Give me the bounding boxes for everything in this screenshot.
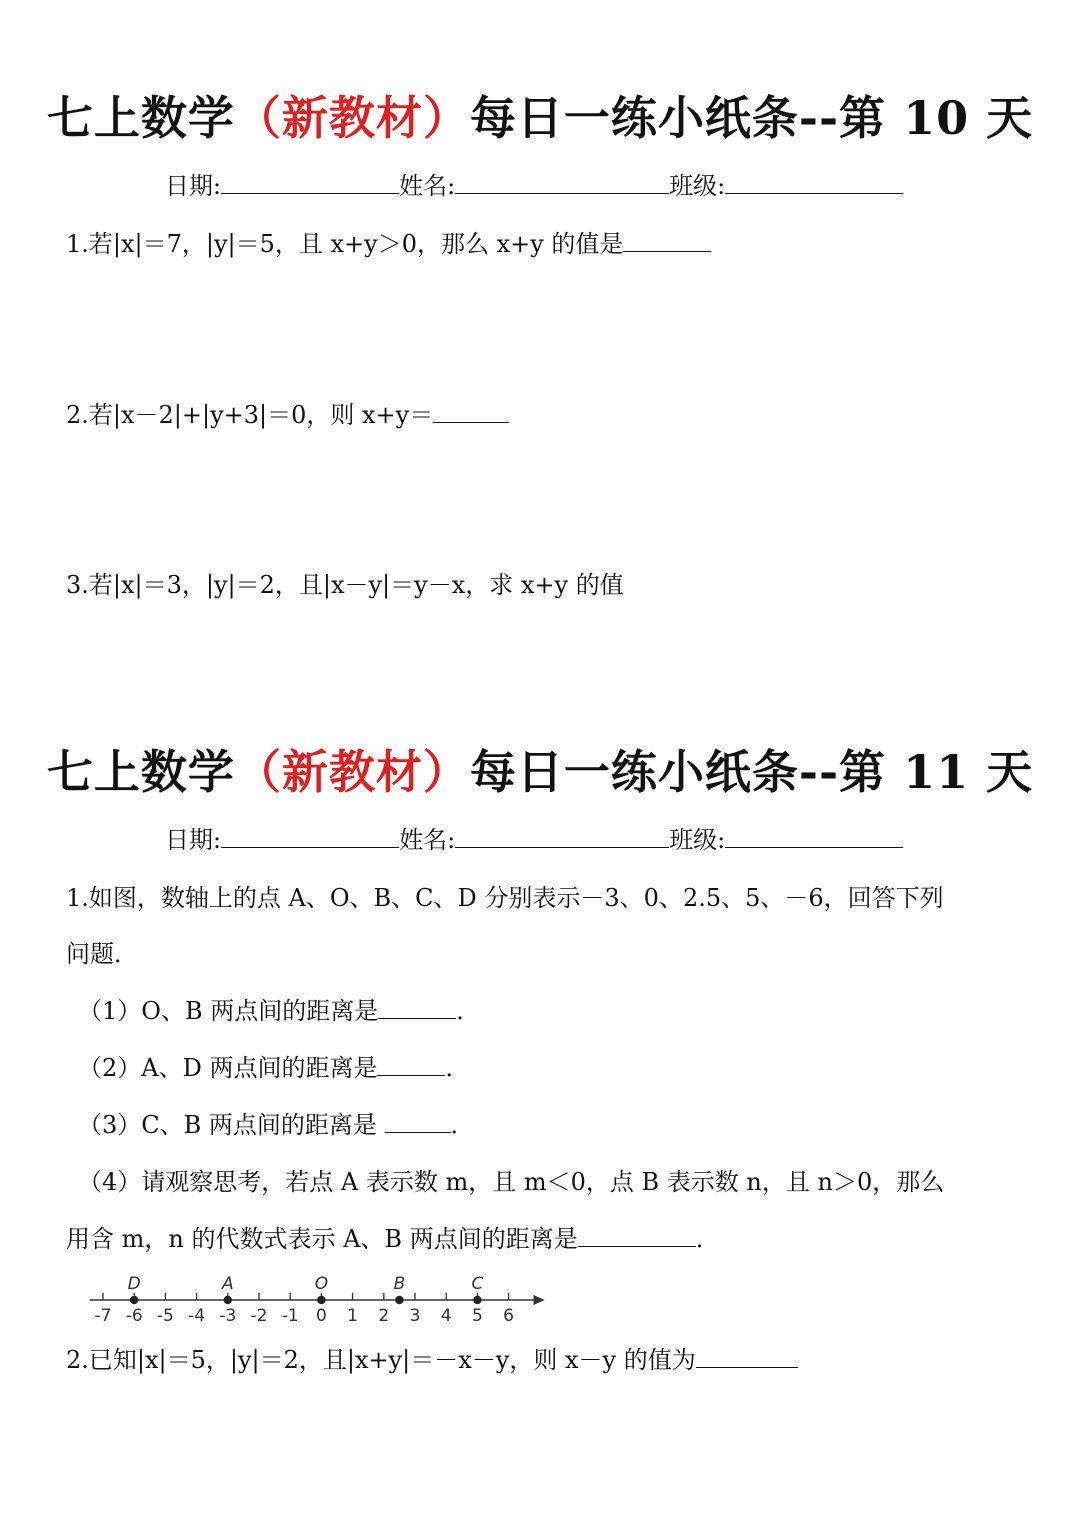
sheet1-class-label: 班级:: [669, 172, 726, 200]
number-line-point: [395, 1296, 403, 1304]
sheet2-subquestion-4-line2: [66, 1219, 720, 1254]
sheet1-title-red: （新教材）: [234, 91, 470, 145]
sheet2-q1-text-2: 问题．: [66, 940, 138, 968]
number-line-tick-label: 2: [378, 1306, 390, 1326]
sheet1-q2-text: 2.若|x－2|+|y+3|＝0，则 x+y＝: [66, 401, 434, 429]
sheet1-name-blank[interactable]: [455, 171, 669, 194]
sheet2-q2-answer-blank[interactable]: [696, 1347, 798, 1368]
sheet2-name-blank[interactable]: [455, 825, 669, 848]
sheet2-s4-text-2: 用含 m，n 的代数式表示 A、B 两点间的距离是: [66, 1225, 578, 1253]
sheet1-q1-text: 1.若|x|＝7，|y|＝5，且 x+y＞0，那么 x+y 的值是: [66, 230, 624, 258]
sheet1-question-2: [66, 395, 509, 430]
sheet2-title-pre: 七上数学: [46, 745, 235, 799]
sheet2-s2-answer-blank[interactable]: [377, 1055, 445, 1076]
number-line-point: [473, 1296, 481, 1304]
number-line-tick-label: 1: [347, 1306, 359, 1326]
number-line-tick-label: 6: [503, 1306, 515, 1326]
sheet1-date-blank[interactable]: [221, 171, 399, 194]
number-line-tick-label: -4: [188, 1306, 206, 1326]
sheet1-q2-answer-blank[interactable]: [433, 402, 509, 423]
sheet1-title: [0, 82, 1080, 148]
sheet2-date-label: 日期:: [165, 826, 222, 854]
number-line-point-label: B: [393, 1274, 406, 1294]
number-line-tick-label: -7: [94, 1306, 112, 1326]
sheet2-q2-text: 2.已知|x|＝5，|y|＝2，且|x+y|＝－x－y，则 x－y 的值为: [66, 1346, 696, 1374]
sheet2-s2-period: ．: [445, 1054, 470, 1082]
sheet2-q1-text-1: 1.如图，数轴上的点 A、O、B、C、D 分别表示－3、0、2.5、5、－6，回答下列: [66, 884, 944, 912]
sheet2-subquestion-3: [78, 1105, 475, 1140]
sheet2-s1-answer-blank[interactable]: [378, 998, 456, 1019]
sheet2-s3-text: （3）C、B 两点间的距离是: [78, 1111, 385, 1139]
number-line-tick-label: -1: [281, 1306, 299, 1326]
number-line-point-label: C: [471, 1274, 484, 1294]
number-line-figure: [86, 1266, 546, 1330]
sheet1-q3-text: 3.若|x|＝3，|y|＝2，且|x－y|＝y－x，求 x+y 的值: [66, 571, 624, 599]
number-line-tick-label: -5: [156, 1306, 174, 1326]
sheet2-class-blank[interactable]: [725, 825, 903, 848]
sheet1-date-label: 日期:: [165, 172, 222, 200]
sheet2-title-post: 每日一练小纸条--第 11 天: [469, 745, 1034, 799]
sheet1-info-row: [165, 166, 903, 201]
number-line-tick-label: 3: [409, 1306, 421, 1326]
sheet1-class-blank[interactable]: [725, 171, 903, 194]
number-line-tick-label: -6: [125, 1306, 143, 1326]
sheet2-s4-period: ．: [695, 1225, 720, 1253]
sheet1-title-pre: 七上数学: [46, 91, 235, 145]
number-line-point-label: A: [221, 1274, 234, 1294]
sheet2-name-label: 姓名:: [399, 826, 456, 854]
sheet2-subquestion-4-line1: [78, 1162, 944, 1197]
sheet2-title-red: （新教材）: [234, 745, 470, 799]
sheet2-s4-text-1: （4）请观察思考，若点 A 表示数 m，且 m＜0，点 B 表示数 n，且 n＞0，那么: [78, 1168, 945, 1196]
number-line-point-label: O: [314, 1274, 329, 1294]
number-line-tick-label: 4: [440, 1306, 452, 1326]
sheet2-title: [0, 736, 1080, 802]
number-line-point: [130, 1296, 138, 1304]
sheet2-s3-period: ．: [450, 1111, 475, 1139]
sheet2-s3-answer-blank[interactable]: [385, 1112, 451, 1133]
sheet1-question-1: [66, 224, 711, 259]
sheet2-date-blank[interactable]: [221, 825, 399, 848]
sheet2-info-row: [165, 820, 903, 855]
number-line-tick-label: 0: [315, 1306, 327, 1326]
number-line-point-label: D: [127, 1274, 141, 1294]
sheet2-question-1-line2: [66, 934, 138, 969]
sheet2-class-label: 班级:: [669, 826, 726, 854]
number-line-arrow: [534, 1295, 545, 1305]
number-line-tick-label: -2: [250, 1306, 268, 1326]
sheet2-question-1-line1: [66, 878, 944, 913]
sheet1-q1-answer-blank[interactable]: [623, 231, 711, 252]
number-line-point: [317, 1296, 325, 1304]
number-line-tick-label: -3: [219, 1306, 237, 1326]
sheet2-question-2: [66, 1340, 798, 1375]
sheet1-question-3: [66, 565, 624, 600]
sheet1-name-label: 姓名:: [399, 172, 456, 200]
sheet1-title-post: 每日一练小纸条--第 10 天: [469, 91, 1034, 145]
number-line-tick-label: 5: [471, 1306, 483, 1326]
sheet2-s1-period: ．: [456, 997, 481, 1025]
sheet2-subquestion-2: [78, 1048, 469, 1083]
sheet2-s1-text: （1）O、B 两点间的距离是: [78, 997, 379, 1025]
sheet2-s4-answer-blank[interactable]: [578, 1226, 696, 1247]
sheet2-s2-text: （2）A、D 两点间的距离是: [78, 1054, 378, 1082]
number-line-point: [224, 1296, 232, 1304]
sheet2-subquestion-1: [78, 991, 480, 1026]
